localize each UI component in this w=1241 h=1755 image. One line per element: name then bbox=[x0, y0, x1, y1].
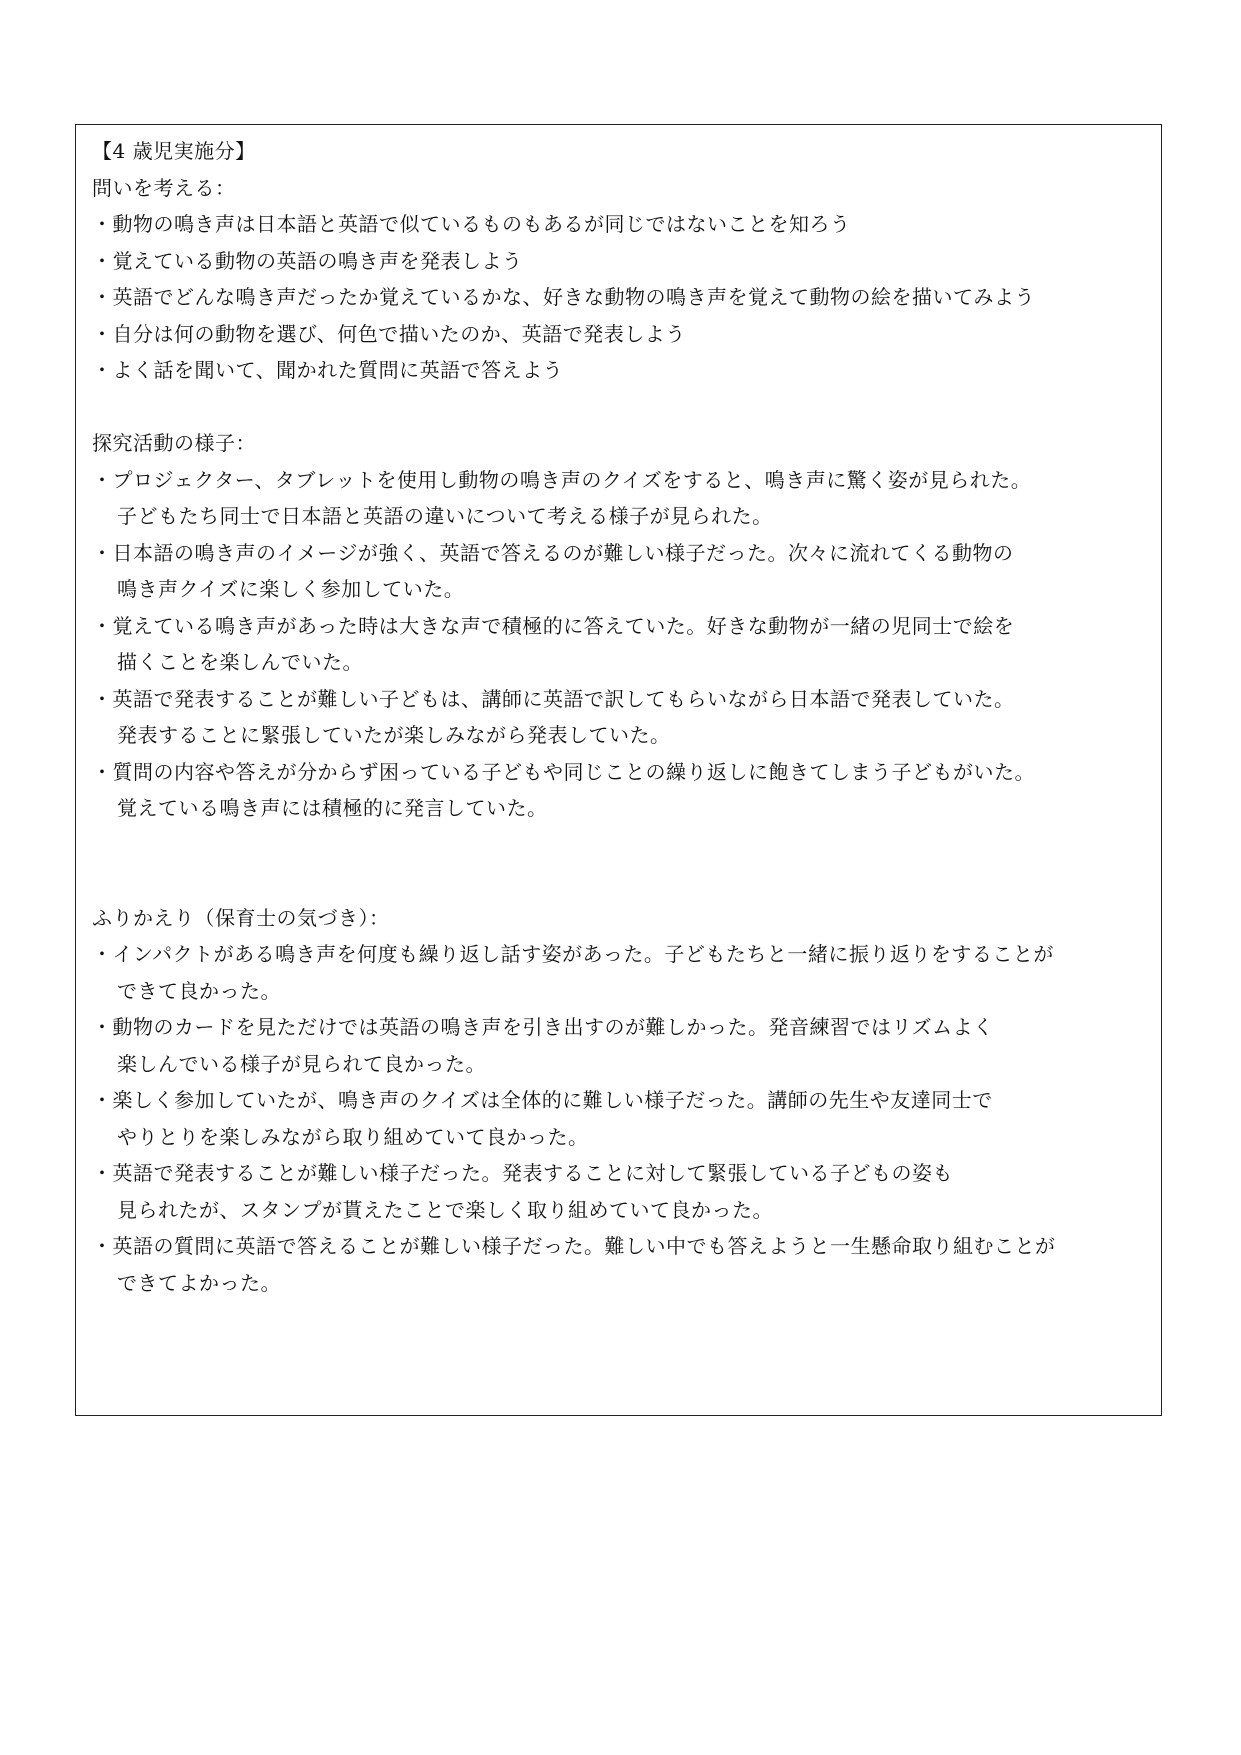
question-item: ・覚えている動物の英語の鳴き声を発表しよう bbox=[92, 248, 523, 273]
activity-item-continuation: 覚えている鳴き声には積極的に発言していた。 bbox=[117, 796, 548, 820]
reflection-item-continuation: できて良かった。 bbox=[117, 978, 281, 1003]
reflection-item-line: ・楽しく参加していたが、鳴き声のクイズは全体的に難しい様子だった。講師の先生や友達同士で bbox=[92, 1088, 993, 1112]
reflection-item-line: ・動物のカードを見ただけでは英語の鳴き声を引き出すのが難しかった。発音練習ではリズムよく bbox=[92, 1015, 994, 1039]
reflection-item bbox=[92, 936, 1151, 1009]
spacer bbox=[92, 827, 1151, 900]
activity-item-line: ・覚えている鳴き声があった時は大きな声で積極的に答えていた。好きな動物が一緒の児同士で絵を bbox=[92, 613, 1015, 638]
reflection-item-line: ・英語で発表することが難しい様子だった。発表することに対して緊張している子どもの姿も bbox=[92, 1161, 953, 1185]
reflection-item-continuation: できてよかった。 bbox=[117, 1270, 281, 1295]
reflection-item bbox=[92, 1009, 1151, 1082]
reflection-item bbox=[92, 1155, 1151, 1228]
activity-item-continuation: 鳴き声クイズに楽しく参加していた。 bbox=[117, 577, 465, 601]
reflection-item-line: ・英語の質問に英語で答えることが難しい様子だった。難しい中でも答えようと一生懸命取り組むことが bbox=[92, 1234, 1056, 1258]
activity-item-continuation: 発表することに緊張していたが楽しみながら発表していた。 bbox=[117, 723, 671, 747]
question-item: ・動物の鳴き声は日本語と英語で似ているものもあるが同じではないことを知ろう bbox=[92, 212, 851, 236]
reflection-item-line: ・インパクトがある鳴き声を何度も繰り返し話す姿があった。子どもたちと一緒に振り返りをすることが bbox=[92, 942, 1054, 966]
activity-item-line: ・英語で発表することが難しい子どもは、講師に英語で訳してもらいながら日本語で発表していた。 bbox=[92, 686, 1015, 711]
question-item: ・自分は何の動物を選び、何色で描いたのか、英語で発表しよう bbox=[92, 321, 686, 346]
activity-item-line: ・日本語の鳴き声のイメージが強く、英語で答えるのが難しい様子だった。次々に流れてくる動物の bbox=[92, 540, 1014, 565]
report-content bbox=[92, 133, 1151, 1301]
activity-item bbox=[92, 608, 1151, 681]
activity-item-continuation: 描くことを楽しんでいた。 bbox=[117, 650, 363, 674]
reflection-item bbox=[92, 1228, 1151, 1301]
reflection-item bbox=[92, 1082, 1151, 1155]
reflection-item-continuation: 楽しんでいる様子が見られて良かった。 bbox=[117, 1051, 486, 1076]
activity-item-line: ・プロジェクター、タブレットを使用し動物の鳴き声のクイズをすると、鳴き声に驚く姿が見られた。 bbox=[92, 467, 1032, 492]
reflection-heading: ふりかえり（保育士の気づき）： bbox=[92, 905, 390, 930]
reflection-item-continuation: やりとりを楽しみながら取り組めていて良かった。 bbox=[117, 1124, 589, 1149]
activity-item bbox=[92, 535, 1151, 608]
activity-item bbox=[92, 462, 1151, 535]
activity-item bbox=[92, 681, 1151, 754]
question-item: ・英語でどんな鳴き声だったか覚えているかな、好きな動物の鳴き声を覚えて動物の絵を描いてみよう bbox=[92, 285, 1035, 309]
section-header: 【4 歳児実施分】 bbox=[92, 139, 256, 163]
activity-item bbox=[92, 754, 1151, 827]
questions-heading: 問いを考える： bbox=[92, 175, 236, 200]
report-box bbox=[75, 124, 1162, 1416]
reflection-item-continuation: 見られたが、スタンプが貰えたことで楽しく取り組めていて良かった。 bbox=[117, 1197, 773, 1222]
spacer bbox=[92, 389, 1151, 426]
activity-item-continuation: 子どもたち同士で日本語と英語の違いについて考える様子が見られた。 bbox=[117, 504, 773, 528]
activity-heading: 探究活動の様子： bbox=[92, 431, 256, 455]
question-item: ・よく話を聞いて、聞かれた質問に英語で答えよう bbox=[92, 358, 564, 382]
activity-item-line: ・質問の内容や答えが分からず困っている子どもや同じことの繰り返しに飽きてしまう子どもがいた。 bbox=[92, 759, 1035, 784]
